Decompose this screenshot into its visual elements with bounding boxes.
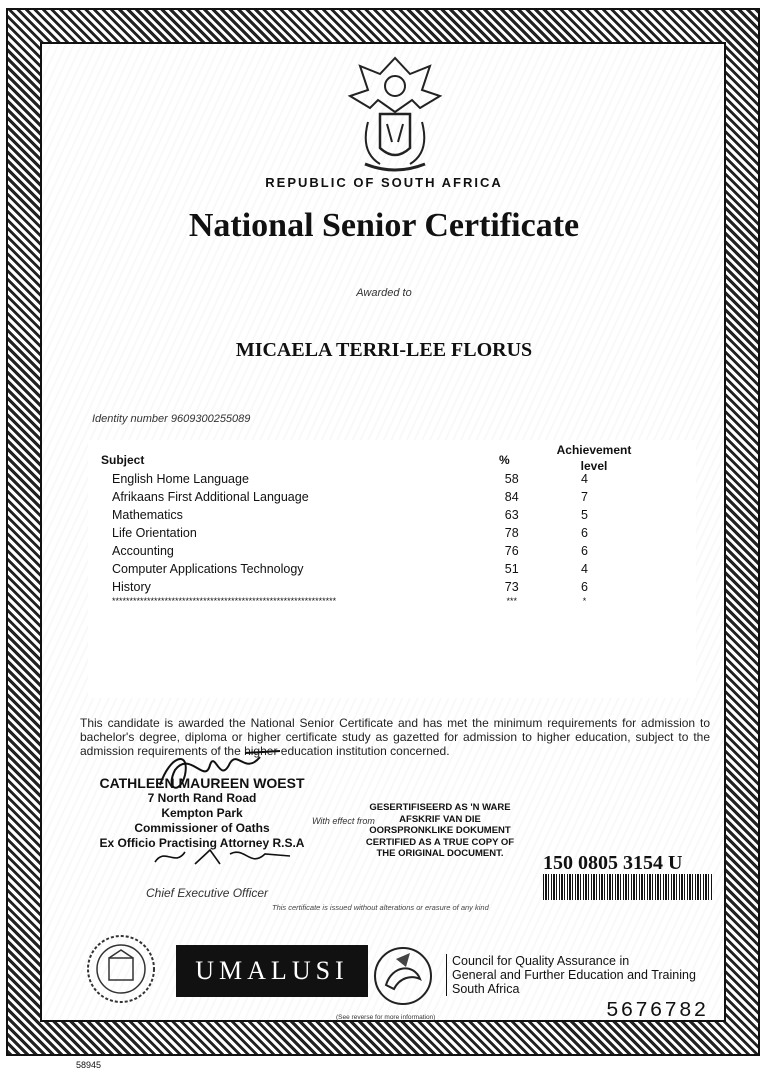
council-name: [446, 954, 696, 996]
level-end-marks: *: [582, 596, 587, 606]
level-cell: 6: [581, 526, 588, 540]
award-statement: This candidate is awarded the National Senior Certificate and has met the minimum requirements for admission to bachelor's degree, diploma or higher certificate study as gazetted for admission to higher education, subject to the admission requirements of the higher education institution concerned.: [80, 716, 710, 758]
table-row: [112, 470, 632, 488]
percent-cell: 84: [504, 490, 519, 504]
level-cell: 4: [581, 472, 588, 486]
table-row: [112, 506, 632, 524]
end-of-results-marker: [112, 596, 632, 606]
level-cell: 7: [581, 490, 588, 504]
council-line: Council for Quality Assurance in: [452, 954, 630, 968]
umalusi-logo: UMALUSI: [176, 945, 368, 997]
subject-column-header: Subject: [101, 453, 145, 467]
table-row: [112, 578, 632, 596]
issued-note: This certificate is issued without alterations or erasure of any kind: [272, 903, 489, 912]
certificate-number: 5676782: [606, 1000, 709, 1023]
candidate-name: MICAELA TERRI-LEE FLORUS: [235, 339, 533, 361]
results-table: [112, 470, 632, 596]
subject-end-marks: ****************************************************************: [112, 596, 337, 606]
level-cell: 6: [581, 580, 588, 594]
effect-text: With effect from: [312, 816, 375, 826]
bottom-code: 58945: [76, 1060, 102, 1070]
council-line: South Africa: [452, 982, 520, 996]
attorney-signature-icon: [150, 842, 300, 872]
barcode-icon: [543, 874, 713, 900]
stamp-line: GESERTIFISEERD AS 'N WARE: [369, 802, 511, 813]
commissioner-address-line: 7 North Rand Road: [147, 791, 257, 805]
serial-number: 150 0805 3154 U: [543, 852, 683, 874]
percent-cell: 51: [504, 562, 519, 576]
subject-cell: Computer Applications Technology: [112, 562, 304, 576]
percent-cell: 63: [504, 508, 519, 522]
level-cell: 6: [581, 544, 588, 558]
subject-cell: History: [112, 580, 151, 594]
stamp-line: AFSKRIF VAN DIE: [399, 813, 481, 825]
subject-cell: Accounting: [112, 544, 174, 558]
level-cell: 4: [581, 562, 588, 576]
commissioner-stamp: [86, 776, 318, 851]
percent-end-marks: ***: [506, 596, 517, 606]
umalusi-emblem-icon: [372, 945, 434, 1007]
identity-number: Identity number 9609300255089: [92, 413, 251, 425]
stamp-line: OORSPRONKLIKE DOKUMENT: [369, 825, 511, 836]
commissioner-address-line: Kempton Park: [161, 806, 243, 820]
commissioner-role: Commissioner of Oaths: [134, 821, 270, 835]
subject-cell: Mathematics: [112, 508, 183, 522]
signatory-title: Chief Executive Officer: [146, 886, 269, 900]
coat-of-arms-icon: [340, 52, 450, 177]
embossed-seal-icon: [84, 932, 158, 1006]
subject-cell: Life Orientation: [112, 526, 197, 540]
stamp-line: THE ORIGINAL DOCUMENT.: [376, 848, 504, 859]
percent-cell: 73: [504, 580, 519, 594]
table-row: [112, 488, 632, 506]
commissioner-name: CATHLEEN MAUREEN WOEST: [99, 775, 305, 791]
stamp-line: CERTIFIED AS A TRUE COPY OF: [365, 836, 515, 848]
table-row: [112, 560, 632, 578]
level-cell: 5: [581, 508, 588, 522]
see-reverse-note: (See reverse for more information): [336, 1014, 436, 1021]
certificate-title: National Senior Certificate: [188, 207, 580, 244]
commissioner-title: Ex Officio Practising Attorney R.S.A: [99, 836, 305, 850]
table-row: [112, 542, 632, 560]
percent-cell: 78: [504, 526, 519, 540]
subject-cell: English Home Language: [112, 472, 249, 486]
percent-cell: 76: [504, 544, 519, 558]
percent-column-header: %: [499, 453, 510, 467]
certified-copy-stamp: [345, 802, 535, 860]
table-row: [112, 524, 632, 542]
country-heading: REPUBLIC OF SOUTH AFRICA: [265, 175, 503, 190]
subject-cell: Afrikaans First Additional Language: [112, 490, 309, 504]
council-line: General and Further Education and Training: [452, 968, 696, 982]
awarded-to-label: Awarded to: [356, 287, 412, 299]
percent-cell: 58: [504, 472, 519, 486]
achievement-column-header: Achievement level: [556, 443, 632, 473]
